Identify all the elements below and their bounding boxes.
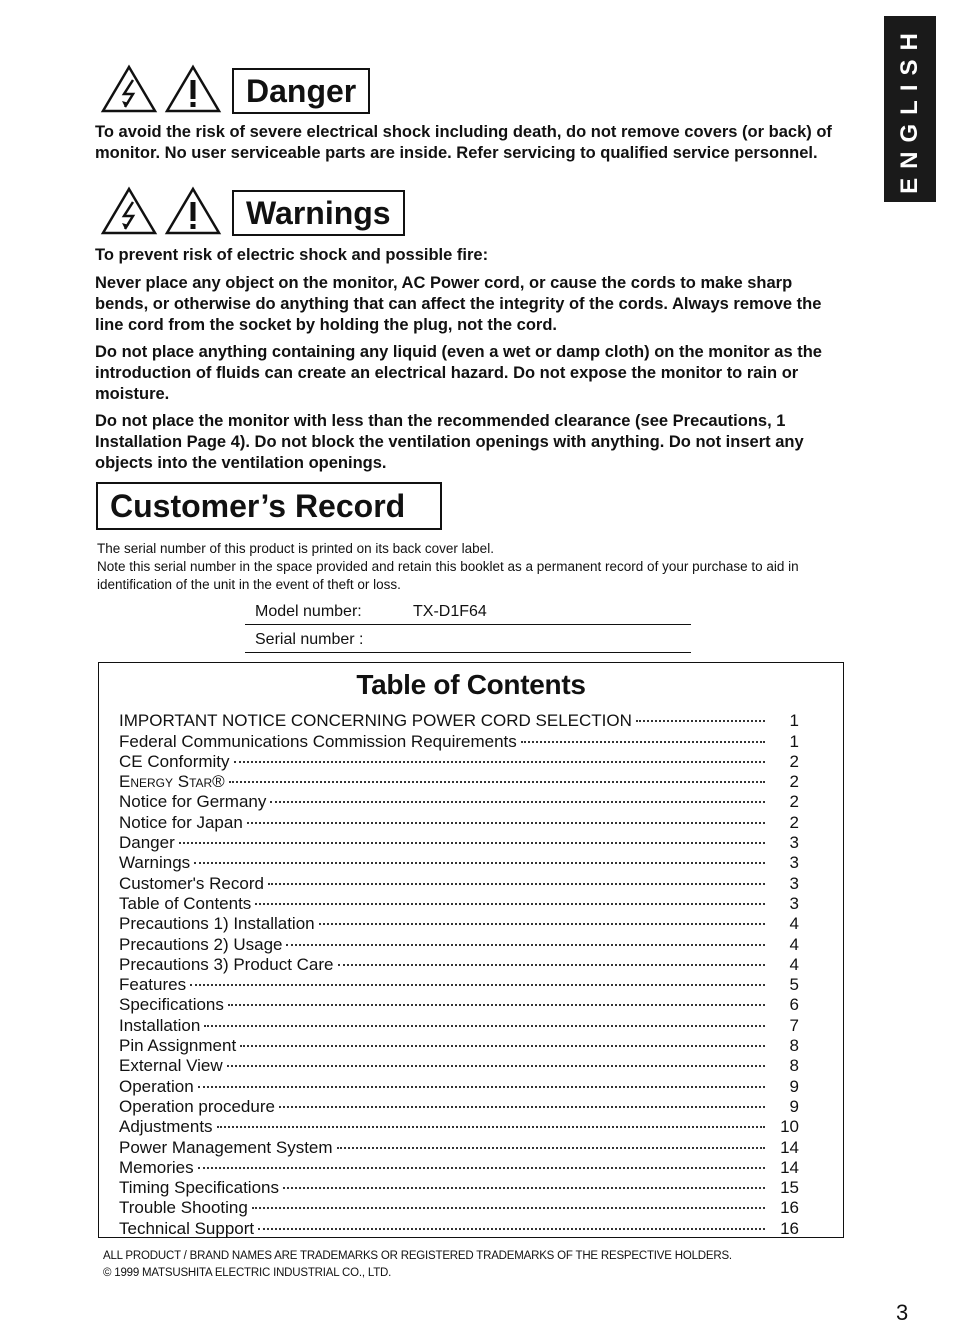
toc-dot-leader	[179, 822, 765, 844]
toc-entry-label: Federal Communications Commission Requirements	[119, 731, 517, 751]
toc-title: Table of Contents	[356, 669, 586, 700]
table-of-contents	[98, 662, 844, 1238]
toc-entry-label: Energy Star®	[119, 772, 225, 792]
model-number-value: TX-D1F64	[413, 603, 487, 620]
model-number-label: Model number:	[255, 603, 362, 620]
toc-entry-label: Operation procedure	[119, 1096, 275, 1116]
toc-entry-page: 2	[789, 792, 799, 812]
toc-dot-leader	[270, 781, 765, 803]
toc-dot-leader	[204, 1004, 765, 1026]
toc-entry-label: Power Management System	[119, 1137, 333, 1157]
customer-record-line: The serial number of this product is printed on its back cover label.	[97, 541, 494, 556]
toc-entry-label: Operation	[119, 1076, 194, 1096]
toc-list	[119, 704, 799, 1238]
toc-dot-leader	[227, 1045, 765, 1067]
toc-entry-label: Notice for Germany	[119, 792, 267, 812]
toc-entry-page: 8	[789, 1056, 799, 1076]
page-number: 3	[896, 1300, 909, 1325]
warnings-intro: To prevent risk of electric shock and possible fire:	[95, 246, 489, 264]
customer-record-note: Note this serial number in the space provided and retain this booklet as a permanent record of your purchase to aid in identification of the unit in the event of theft or loss.	[97, 559, 799, 592]
toc-entry-label: Trouble Shooting	[119, 1198, 248, 1218]
warnings-paragraph: Never place any object on the monitor, AC Power cord, or cause the cords to make sharp bends, or otherwise do anything that can affect the integrity of the cords. Always remove the line cord from the socket by holding the plug, not the cord.	[95, 274, 822, 334]
toc-dot-leader	[255, 883, 765, 905]
caution-exclamation-icon	[164, 186, 222, 236]
toc-entry-page: 3	[789, 853, 799, 873]
copyright-notice: © 1999 MATSUSHITA ELECTRIC INDUSTRIAL CO., LTD.	[103, 1267, 392, 1279]
toc-entry-page: 4	[789, 934, 799, 954]
toc-entry-page: 6	[789, 995, 799, 1015]
danger-header	[100, 64, 370, 114]
toc-dot-leader	[198, 1147, 765, 1169]
toc-entry-label: Customer's Record	[119, 873, 264, 893]
toc-entry-page: 7	[789, 1015, 799, 1035]
toc-dot-leader	[279, 1086, 765, 1108]
toc-entry-page: 9	[789, 1076, 799, 1096]
toc-entry-page: 3	[789, 893, 799, 913]
toc-dot-leader	[198, 1065, 765, 1087]
model-number-field	[245, 600, 691, 625]
warnings-paragraph: Do not place anything containing any liquid (even a wet or damp cloth) on the monitor as the introduction of fluids can create an electrical hazard. Do not expose the monitor to rain or moisture.	[95, 343, 822, 403]
toc-entry-label: Features	[119, 975, 187, 995]
warnings-heading: Warnings	[232, 190, 405, 236]
toc-dot-leader	[252, 1187, 765, 1209]
toc-entry-page: 10	[780, 1117, 799, 1137]
toc-entry-label: External View	[119, 1056, 223, 1076]
serial-number-field[interactable]	[245, 628, 691, 653]
toc-entry-label: Precautions 2) Usage	[119, 934, 283, 954]
toc-entry-page: 4	[789, 954, 799, 974]
language-tab	[884, 16, 936, 202]
toc-entry-page: 2	[789, 812, 799, 832]
toc-entry-label: Technical Support	[119, 1218, 255, 1238]
toc-entry-label: CE Conformity	[119, 751, 230, 771]
electric-shock-warning-icon	[100, 64, 158, 114]
toc-entry-label: Pin Assignment	[119, 1036, 237, 1056]
toc-entry-label: Specifications	[119, 995, 224, 1015]
toc-entry-label: Table of Contents	[119, 893, 252, 913]
toc-entry-label: Warnings	[119, 853, 191, 873]
toc-entry-label: IMPORTANT NOTICE CONCERNING POWER CORD SELECTION	[119, 711, 632, 731]
toc-entry-page: 2	[789, 772, 799, 792]
warnings-paragraph: Do not place the monitor with less than the recommended clearance (see Precautions, 1 Installation Page 4). Do not block the ventilation openings with anything. Do not insert any objects into the ventilation openings.	[95, 412, 804, 472]
toc-dot-leader	[234, 741, 765, 763]
customer-record-heading: Customer’s Record	[96, 482, 442, 530]
toc-entry-page: 9	[789, 1096, 799, 1116]
toc-entry-label: Memories	[119, 1157, 194, 1177]
toc-dot-leader	[636, 700, 765, 722]
toc-dot-leader	[190, 964, 765, 986]
toc-entry-page: 3	[789, 833, 799, 853]
danger-text: To avoid the risk of severe electrical shock including death, do not remove covers (or back) of monitor. No user serviceable parts are inside. Refer servicing to qualified service personnel.	[95, 123, 832, 162]
toc-dot-leader	[229, 761, 765, 783]
toc-entry-page: 5	[789, 975, 799, 995]
toc-entry-page: 16	[780, 1218, 799, 1238]
language-tab-label: ENGLISH	[896, 24, 923, 194]
toc-entry-label: Adjustments	[119, 1117, 213, 1137]
toc-dot-leader	[194, 842, 765, 864]
toc-dot-leader	[228, 984, 765, 1006]
toc-dot-leader	[258, 1207, 765, 1229]
electric-shock-warning-icon	[100, 186, 158, 236]
toc-entry-label: Notice for Japan	[119, 812, 243, 832]
toc-dot-leader	[337, 1126, 765, 1148]
toc-dot-leader	[286, 923, 765, 945]
toc-entry-label: Precautions 3) Product Care	[119, 954, 334, 974]
toc-entry-page: 1	[789, 731, 799, 751]
toc-dot-leader	[521, 720, 765, 742]
toc-entry-page: 1	[789, 711, 799, 731]
toc-entry-page: 8	[789, 1036, 799, 1056]
toc-dot-leader	[319, 903, 765, 925]
toc-entry-label: Danger	[119, 833, 175, 853]
toc-dot-leader	[247, 801, 765, 823]
toc-entry-label: Installation	[119, 1015, 201, 1035]
toc-dot-leader	[268, 862, 765, 884]
toc-dot-leader	[240, 1025, 765, 1047]
toc-entry-page: 14	[780, 1157, 799, 1177]
caution-exclamation-icon	[164, 64, 222, 114]
trademark-notice: ALL PRODUCT / BRAND NAMES ARE TRADEMARKS OR REGISTERED TRADEMARKS OF THE RESPECTIVE HOLDERS.	[103, 1250, 732, 1262]
toc-entry-label: Precautions 1) Installation	[119, 914, 315, 934]
toc-entry-page: 2	[789, 751, 799, 771]
toc-entry-page: 3	[789, 873, 799, 893]
toc-dot-leader	[338, 944, 766, 966]
toc-entry-page: 15	[780, 1178, 799, 1198]
serial-number-label: Serial number :	[255, 631, 364, 648]
toc-dot-leader	[217, 1106, 765, 1128]
warnings-header	[100, 186, 405, 236]
toc-entry-label: Timing Specifications	[119, 1178, 279, 1198]
toc-entry-page: 4	[789, 914, 799, 934]
toc-entry-page: 14	[780, 1137, 799, 1157]
toc-dot-leader	[283, 1167, 765, 1189]
danger-heading: Danger	[232, 68, 370, 114]
toc-entry-page: 16	[780, 1198, 799, 1218]
